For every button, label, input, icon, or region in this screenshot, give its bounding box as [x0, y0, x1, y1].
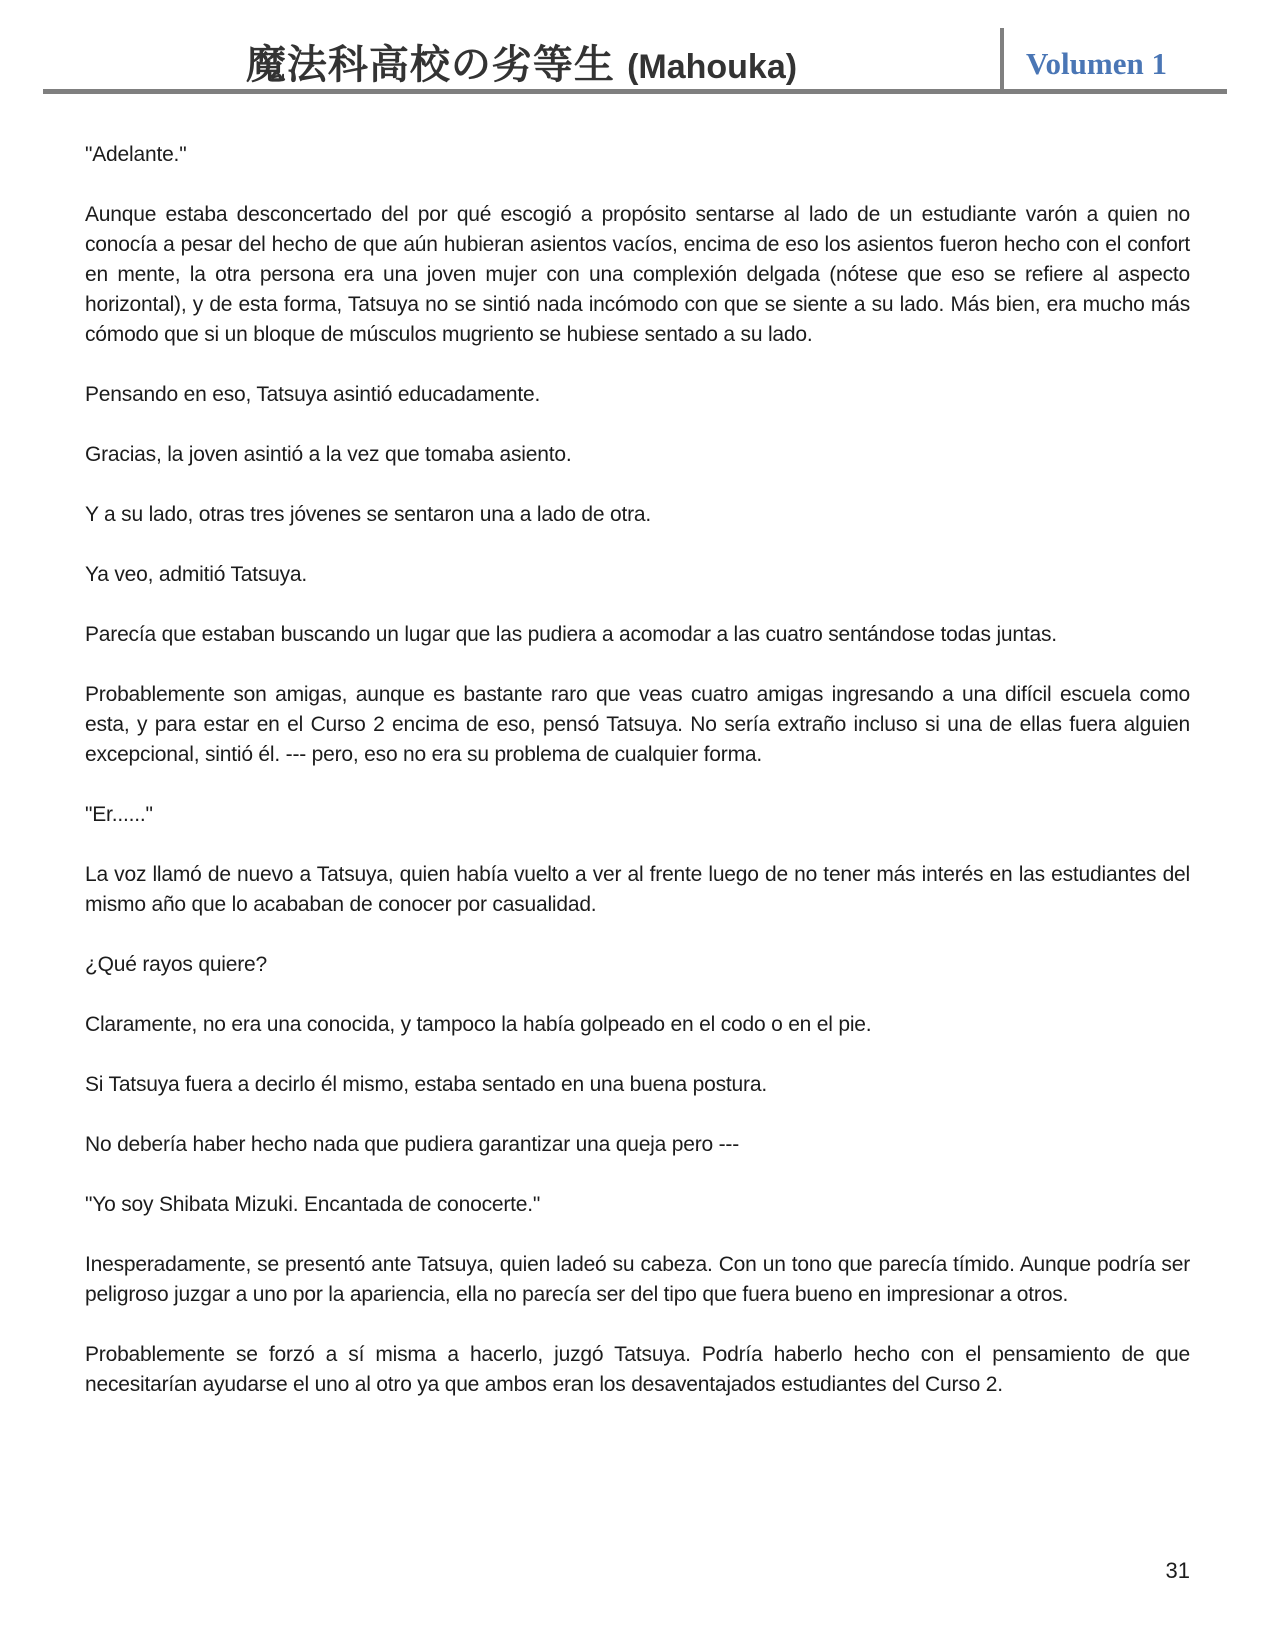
page-number: 31 — [1165, 1558, 1190, 1583]
paragraph: Y a su lado, otras tres jóvenes se sentaron una a lado de otra. — [85, 503, 652, 526]
header-divider-rule — [43, 89, 1227, 94]
paragraph: "Yo soy Shibata Mizuki. Encantada de conocerte." — [85, 1193, 541, 1216]
paragraph: Ya veo, admitió Tatsuya. — [85, 563, 308, 586]
page-header — [43, 0, 1227, 94]
paragraph: Gracias, la joven asintió a la vez que tomaba asiento. — [85, 443, 572, 466]
paragraph: "Er......" — [85, 803, 153, 826]
document-title-romaji: (Mahouka) — [627, 48, 798, 86]
paragraph: Claramente, no era una conocida, y tampoco la había golpeado en el codo o en el pie. — [85, 1013, 872, 1036]
paragraph: Probablemente se forzó a sí misma a hacerlo, juzgó Tatsuya. Podría haberlo hecho con el pensamiento de que necesitarían ayudarse el uno al otro ya que ambos eran los desaventajados estudiantes del Curso 2. — [85, 1343, 1190, 1396]
header-title-cell — [43, 0, 1000, 89]
document-body — [85, 140, 1190, 1430]
paragraph: ¿Qué rayos quiere? — [85, 953, 267, 976]
page-footer — [1166, 1558, 1190, 1584]
paragraph: Inesperadamente, se presentó ante Tatsuya, quien ladeó su cabeza. Con un tono que parecía tímido. Aunque podría ser peligroso juzgar a uno por la apariencia, ella no parecía ser del tipo que fuera bueno en impresionar a otros. — [85, 1253, 1190, 1306]
paragraph: No debería haber hecho nada que pudiera garantizar una queja pero --- — [85, 1133, 739, 1156]
paragraph: Si Tatsuya fuera a decirlo él mismo, estaba sentado en una buena postura. — [85, 1073, 767, 1096]
volume-label: Volumen 1 — [1026, 46, 1167, 81]
paragraph: "Adelante." — [85, 143, 187, 166]
document-title-japanese: 魔法科高校の劣等生 — [245, 43, 615, 87]
header-row — [43, 0, 1227, 89]
paragraph: Probablemente son amigas, aunque es bastante raro que veas cuatro amigas ingresando a una difícil escuela como esta, y para estar en el Curso 2 encima de eso, pensó Tatsuya. No sería extraño incluso si una de ellas fuera alguien excepcional, sintió él. --- pero, eso no era su problema de cualquier forma. — [85, 683, 1190, 766]
paragraph: Aunque estaba desconcertado del por qué escogió a propósito sentarse al lado de un estudiante varón a quien no conocía a pesar del hecho de que aún hubieran asientos vacíos, encima de eso los asientos fueron hecho con el confort en mente, la otra persona era una joven mujer con una complexión delgada (nótese que eso se refiere al aspecto horizontal), y de esta forma, Tatsuya no se sintió nada incómodo con que se siente a su lado. Más bien, era mucho más cómodo que si un bloque de músculos mugriento se hubiese sentado a su lado. — [85, 203, 1190, 346]
document-title — [246, 45, 797, 85]
paragraph: Parecía que estaban buscando un lugar que las pudiera a acomodar a las cuatro sentándose todas juntas. — [85, 623, 1057, 646]
paragraph: Pensando en eso, Tatsuya asintió educadamente. — [85, 383, 541, 406]
paragraph: La voz llamó de nuevo a Tatsuya, quien había vuelto a ver al frente luego de no tener más interés en las estudiantes del mismo año que lo acababan de conocer por casualidad. — [85, 863, 1190, 916]
header-volume-cell — [1000, 28, 1227, 89]
